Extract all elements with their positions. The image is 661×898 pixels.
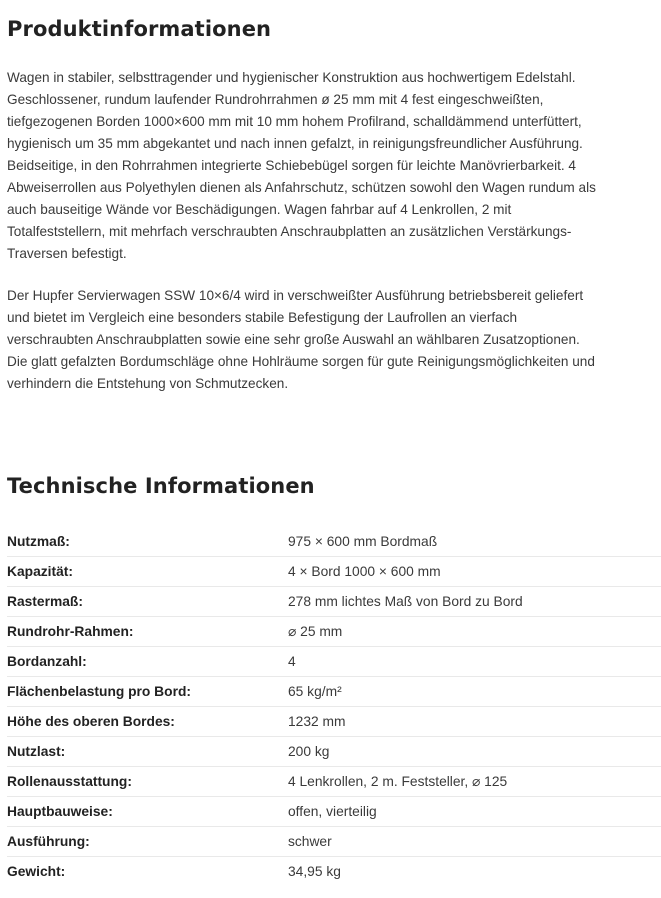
- spec-row: [7, 677, 661, 707]
- spec-value: 4: [288, 647, 661, 677]
- spec-label: Ausführung:: [7, 827, 288, 857]
- spec-label: Nutzlast:: [7, 737, 288, 767]
- spec-table: [7, 527, 661, 886]
- spec-row: [7, 797, 661, 827]
- spec-row: [7, 737, 661, 767]
- produktinformationen-heading: Produktinformationen: [7, 17, 272, 41]
- product-description-paragraph: Der Hupfer Servierwagen SSW 10×6/4 wird in verschweißter Ausführung betriebsbereit geliefert und bietet im Vergleich eine besonders stabile Befestigung der Laufrollen an vierfach verschraubten Anschraubplatten sowie eine sehr große Auswahl an wählbaren Zusatzoptionen. Die glatt gefalzten Bordumschläge ohne Hohlräume sorgen für gute Reinigungsmöglichkeiten und verhindern die Entstehung von Schmutzecken.: [7, 288, 595, 391]
- spec-label: Rastermaß:: [7, 587, 288, 617]
- technische-informationen-heading: Technische Informationen: [7, 474, 315, 498]
- spec-label: Nutzmaß:: [7, 534, 70, 549]
- spec-row: [7, 557, 661, 587]
- product-description-paragraph: Wagen in stabiler, selbsttragender und hygienischer Konstruktion aus hochwertigem Edelstahl. Geschlossener, rundum laufender Rundrohrrahmen ø 25 mm mit 4 fest eingeschweißten, tiefgezogenen Borden 1000×600 mm mit 10 mm hohem Profilrand, schalldämmend unterfüttert, hygienisch um 35 mm abgekantet und nach innen gefalzt, in reinigungsfreundlicher Ausführung. Beidseitige, in den Rohrrahmen integrierte Schiebebügel sorgen für leichte Manövrierbarkeit. 4 Abweiserrollen aus Polyethylen dienen als Anfahrschutz, schützen sowohl den Wagen rundum als auch bauseitige Wände vor Beschädigungen. Wagen fahrbar auf 4 Lenkrollen, 2 mit Totalfeststellern, mit mehrfach verschraubten Anschraubplatten an zusätzlichen Verstärkungs-Traversen befestigt.: [7, 70, 596, 261]
- spec-row: [7, 647, 661, 677]
- spec-label: Rollenausstattung:: [7, 767, 288, 797]
- spec-row: [7, 617, 661, 647]
- spec-row: [7, 857, 661, 887]
- spec-label: Kapazität:: [7, 557, 288, 587]
- spec-value: 4 × Bord 1000 × 600 mm: [288, 557, 661, 587]
- spec-row: [7, 707, 661, 737]
- spec-value: ⌀ 25 mm: [288, 617, 661, 647]
- spec-value: 34,95 kg: [288, 857, 661, 887]
- spec-row: [7, 767, 661, 797]
- spec-row: [7, 827, 661, 857]
- spec-label: Rundrohr-Rahmen:: [7, 617, 288, 647]
- spec-value: 4 Lenkrollen, 2 m. Feststeller, ⌀ 125: [288, 767, 661, 797]
- spec-label: Gewicht:: [7, 857, 288, 887]
- spec-value: schwer: [288, 827, 661, 857]
- spec-value: 1232 mm: [288, 707, 661, 737]
- spec-value: 65 kg/m²: [288, 677, 661, 707]
- spec-row: [7, 527, 661, 557]
- spec-value: 975 × 600 mm Bordmaß: [288, 534, 438, 549]
- spec-label: Flächenbelastung pro Bord:: [7, 677, 288, 707]
- spec-label: Hauptbauweise:: [7, 797, 288, 827]
- spec-value: 278 mm lichtes Maß von Bord zu Bord: [288, 587, 661, 617]
- spec-value: offen, vierteilig: [288, 797, 661, 827]
- spec-row: [7, 587, 661, 617]
- spec-label: Bordanzahl:: [7, 647, 288, 677]
- spec-value: 200 kg: [288, 737, 661, 767]
- spec-label: Höhe des oberen Bordes:: [7, 707, 288, 737]
